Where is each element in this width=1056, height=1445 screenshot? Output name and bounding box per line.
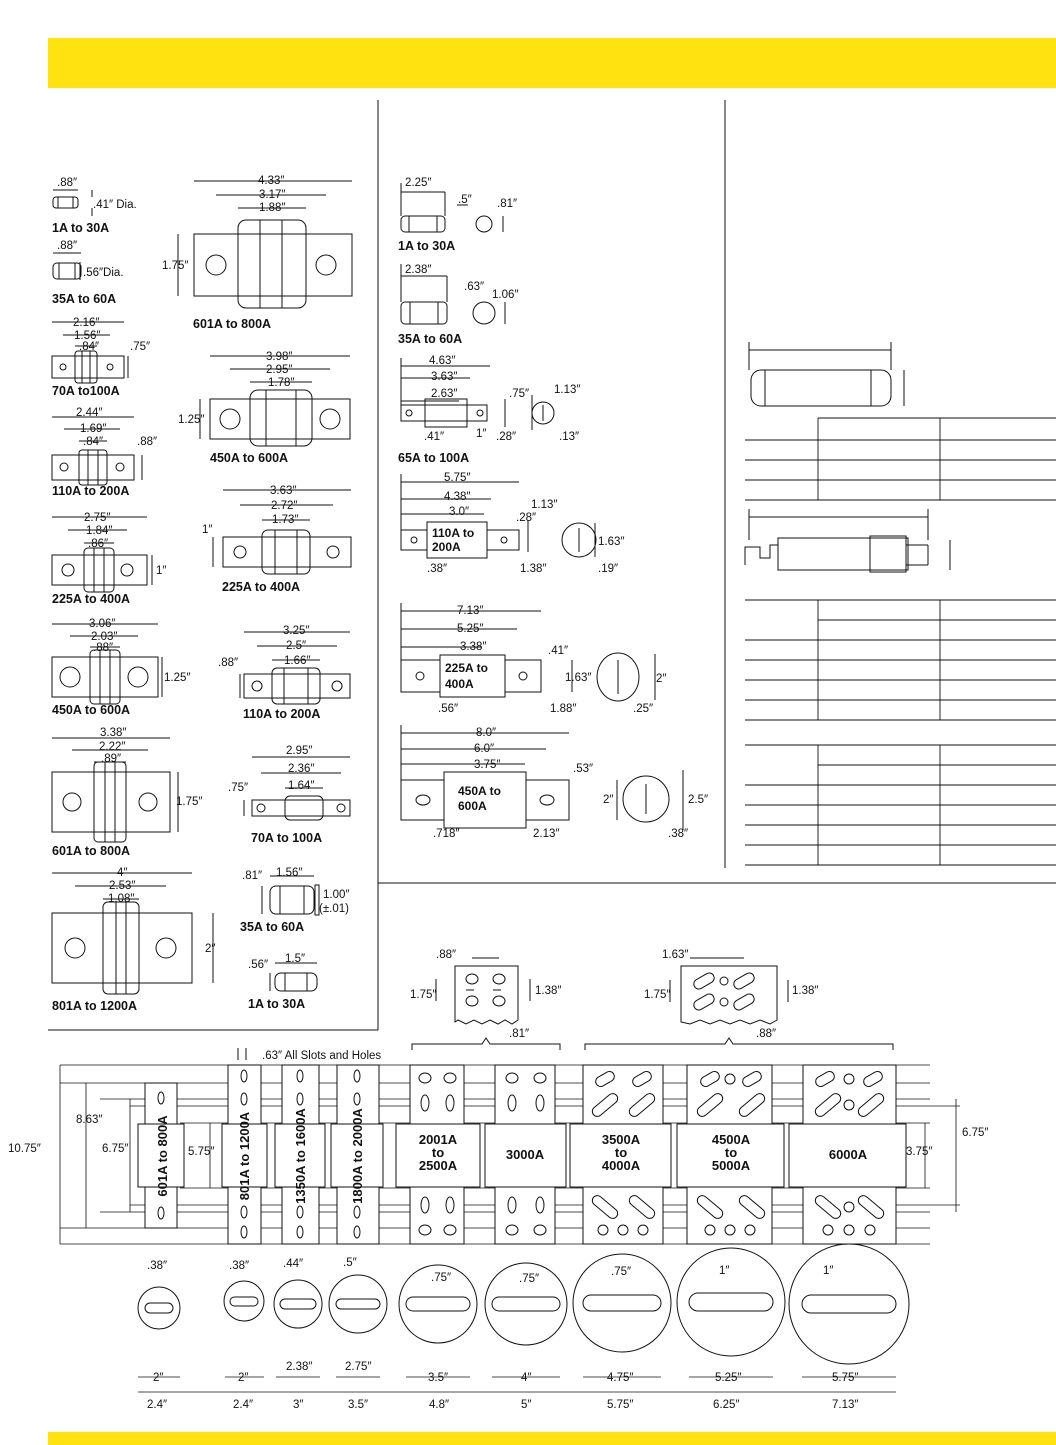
fuse-rating-label: 4000A bbox=[601, 1158, 641, 1173]
dim-label: .44″ bbox=[283, 1258, 304, 1270]
fuse-label: 70A to 100A bbox=[251, 831, 323, 845]
dim-label: .41″ bbox=[548, 645, 569, 657]
dim-label: 2.4″ bbox=[147, 1399, 168, 1411]
panel-a-left-column bbox=[52, 177, 215, 1013]
fuse-rating-label: 1350A to 1600A bbox=[293, 1108, 308, 1204]
dim-label: .81″ bbox=[497, 198, 518, 210]
dim-label: .86″ bbox=[88, 538, 109, 550]
dim-label: .84″ bbox=[83, 436, 104, 448]
dim-label: 5.75″ bbox=[444, 472, 471, 484]
fuse-rating-label: 1800A to 2000A bbox=[350, 1108, 365, 1204]
dim-label: 6.75″ bbox=[102, 1143, 129, 1155]
dim-label: .75″ bbox=[519, 1273, 540, 1285]
dim-label: 3.06″ bbox=[89, 618, 116, 630]
fuse-box-label: 600A bbox=[458, 799, 487, 813]
fuse-rating-label: to bbox=[724, 1145, 738, 1160]
dim-label: 1.56″ bbox=[276, 867, 303, 879]
dim-label: .75″ bbox=[130, 341, 151, 353]
dim-label: 4″ bbox=[521, 1372, 532, 1384]
dim-label: 1″ bbox=[202, 524, 213, 536]
dim-label: 1.56″ bbox=[74, 330, 101, 342]
dim-label: 4.38″ bbox=[444, 491, 471, 503]
panel-c bbox=[745, 342, 1056, 865]
dim-label: .81″ bbox=[242, 870, 263, 882]
dim-label: 1.64″ bbox=[288, 780, 315, 792]
dim-label: 1.75″ bbox=[176, 796, 203, 808]
fuse-label: 450A to 600A bbox=[210, 451, 289, 465]
dim-label: 1.5″ bbox=[285, 953, 306, 965]
dim-label: 2.22″ bbox=[99, 741, 126, 753]
dim-label: 3.38″ bbox=[100, 727, 127, 739]
dim-label: 2.95″ bbox=[286, 745, 313, 757]
dim-label: 1.75″ bbox=[410, 989, 437, 1001]
dim-label: .28″ bbox=[516, 512, 537, 524]
panel-dividers bbox=[48, 100, 1056, 1030]
dim-label: .38″ bbox=[668, 828, 689, 840]
dim-label: 6.25″ bbox=[713, 1399, 740, 1411]
dim-label: 2″ bbox=[205, 943, 216, 955]
dim-label: 3.5″ bbox=[348, 1399, 369, 1411]
dim-label: .63″ bbox=[464, 281, 485, 293]
dim-label: .88″ bbox=[436, 949, 457, 961]
fuse-rating-label: 5000A bbox=[711, 1158, 751, 1173]
dim-label: 1.75″ bbox=[162, 260, 189, 272]
dim-label: .75″ bbox=[509, 388, 530, 400]
dim-label: .84″ bbox=[79, 341, 100, 353]
dim-label: 1.06″ bbox=[492, 289, 519, 301]
fuse-rating-label: 3000A bbox=[505, 1147, 545, 1162]
fuse-label: 110A to 200A bbox=[52, 484, 130, 498]
dim-label: 1.63″ bbox=[565, 672, 592, 684]
fuse-label: 110A to 200A bbox=[243, 707, 321, 721]
fuse-rating-label: 6000A bbox=[828, 1147, 868, 1162]
panel-a-right-column bbox=[162, 175, 352, 1011]
dim-label: 1.25″ bbox=[164, 672, 191, 684]
dim-label: 4.8″ bbox=[429, 1399, 450, 1411]
dim-label: 1″ bbox=[476, 428, 487, 440]
dim-label: 1.00″ bbox=[323, 889, 350, 901]
dim-label: 7.13″ bbox=[832, 1399, 859, 1411]
dim-label: .41″ bbox=[424, 431, 445, 443]
dim-label: .13″ bbox=[559, 431, 580, 443]
table-1 bbox=[745, 418, 1056, 500]
dim-label: 1.88″ bbox=[259, 202, 286, 214]
dim-label: 1.13″ bbox=[531, 499, 558, 511]
dim-label: 3.75″ bbox=[906, 1146, 933, 1158]
large-fuses-row bbox=[8, 1038, 988, 1244]
fuse-box-label: 450A to bbox=[458, 784, 501, 798]
dim-label: .56″ bbox=[438, 703, 459, 715]
dim-label: 1.38″ bbox=[792, 985, 819, 997]
fuse-label: 601A to 800A bbox=[193, 317, 272, 331]
dim-label: .75″ bbox=[611, 1266, 632, 1278]
dim-label: 5.25″ bbox=[457, 623, 484, 635]
dim-label: 2″ bbox=[603, 794, 614, 806]
dim-label: .63″ All Slots and Holes bbox=[262, 1050, 382, 1062]
fuse-label: 601A to 800A bbox=[52, 844, 131, 858]
dim-label: 5.75″ bbox=[607, 1399, 634, 1411]
dim-label: .25″ bbox=[633, 703, 654, 715]
dim-label: 1″ bbox=[823, 1265, 834, 1277]
fuse-box-label: 110A to bbox=[432, 526, 475, 540]
dim-label: 5.75″ bbox=[832, 1372, 859, 1384]
dim-label: 1.73″ bbox=[272, 514, 299, 526]
dim-label: 1.84″ bbox=[86, 525, 113, 537]
dim-label: 3.17″ bbox=[259, 189, 286, 201]
dim-label: 1.25″ bbox=[178, 414, 205, 426]
dim-label: 8.63″ bbox=[76, 1114, 103, 1126]
fuse-label: 225A to 400A bbox=[222, 580, 301, 594]
dim-label: 5.25″ bbox=[715, 1372, 742, 1384]
dim-label: .89″ bbox=[101, 753, 122, 765]
dim-label: .28″ bbox=[496, 431, 517, 443]
dim-label: 5.75″ bbox=[188, 1146, 215, 1158]
dim-label: 4″ bbox=[117, 867, 128, 879]
fuse-rating-label: to bbox=[431, 1145, 445, 1160]
fuse-label: 225A to 400A bbox=[52, 592, 131, 606]
dim-label: 1.63″ bbox=[662, 949, 689, 961]
dim-label: 2.4″ bbox=[233, 1399, 254, 1411]
dim-label: 3.75″ bbox=[474, 759, 501, 771]
dim-label: 3.0″ bbox=[449, 506, 470, 518]
dim-label: 2″ bbox=[153, 1372, 164, 1384]
fuse-label: 801A to 1200A bbox=[52, 999, 137, 1013]
dim-label: .38″ bbox=[427, 563, 448, 575]
dim-label: 2.5″ bbox=[688, 794, 709, 806]
dim-label: 1.13″ bbox=[554, 384, 581, 396]
dim-label: 2.5″ bbox=[286, 640, 307, 652]
table-3 bbox=[745, 745, 1056, 865]
dim-label: 2.16″ bbox=[73, 317, 100, 329]
dim-label: 2.36″ bbox=[288, 763, 315, 775]
dim-label: 2″ bbox=[238, 1372, 249, 1384]
dim-label: 1″ bbox=[719, 1265, 730, 1277]
dim-label: 6.75″ bbox=[962, 1127, 989, 1139]
fuse-label: 35A to 60A bbox=[52, 292, 117, 306]
dim-label: 1.38″ bbox=[535, 985, 562, 997]
fuse-rating-label: 2001A bbox=[418, 1132, 458, 1147]
dim-label: 2.38″ bbox=[405, 264, 432, 276]
dim-label: 3.63″ bbox=[270, 485, 297, 497]
dim-label: 3.63″ bbox=[431, 371, 458, 383]
dim-label: 3″ bbox=[293, 1399, 304, 1411]
dim-label: 1.08″ bbox=[108, 893, 135, 905]
dim-label: 2.63″ bbox=[431, 388, 458, 400]
dim-label: 1.88″ bbox=[550, 703, 577, 715]
dim-label: 2″ bbox=[656, 673, 667, 685]
fuse-label: 35A to 60A bbox=[240, 920, 305, 934]
fuse-rating-label: 4500A bbox=[711, 1132, 751, 1147]
dim-label: 2.13″ bbox=[533, 828, 560, 840]
dim-label: 3.98″ bbox=[266, 351, 293, 363]
dim-label: .38″ bbox=[147, 1260, 168, 1272]
fuse-rating-label: 3500A bbox=[601, 1132, 641, 1147]
table-2 bbox=[745, 600, 1056, 720]
fuse-label: 1A to 30A bbox=[52, 221, 110, 235]
fuse-rating-label: 601A to 800A bbox=[155, 1115, 170, 1197]
dim-label: 2.25″ bbox=[405, 177, 432, 189]
dim-label: .75″ bbox=[228, 782, 249, 794]
dim-label: 4.75″ bbox=[607, 1372, 634, 1384]
dim-label: .75″ bbox=[431, 1272, 452, 1284]
dim-label: 3.5″ bbox=[428, 1372, 449, 1384]
dim-label: 2.75″ bbox=[345, 1361, 372, 1373]
fuse-label: 1A to 30A bbox=[398, 239, 456, 253]
fuse-label: 35A to 60A bbox=[398, 332, 463, 346]
dim-label: 2.44″ bbox=[76, 407, 103, 419]
end-views-row bbox=[138, 1244, 909, 1411]
dim-label: .88″ bbox=[218, 657, 239, 669]
dim-label: 1.66″ bbox=[284, 655, 311, 667]
dim-label: 3.25″ bbox=[283, 625, 310, 637]
dim-label: 4.63″ bbox=[429, 355, 456, 367]
dim-label: .81″ bbox=[509, 1028, 530, 1040]
fuse-box-label: 200A bbox=[432, 540, 461, 554]
fuse-label: 1A to 30A bbox=[248, 997, 306, 1011]
fuse-label: 70A to100A bbox=[52, 384, 120, 398]
fuse-box-label: 225A to bbox=[445, 661, 488, 675]
dim-label: .38″ bbox=[229, 1260, 250, 1272]
dim-label: .19″ bbox=[598, 563, 619, 575]
dim-label: .5″ bbox=[458, 194, 472, 206]
dim-label: 3.38″ bbox=[460, 641, 487, 653]
dim-label: .56″Dia. bbox=[83, 267, 124, 279]
dim-label: 6.0″ bbox=[474, 743, 495, 755]
dim-label: .88″ bbox=[57, 177, 78, 189]
dim-label: .88″ bbox=[93, 642, 114, 654]
dim-label: .56″ bbox=[248, 959, 269, 971]
fuse-rating-label: to bbox=[614, 1145, 628, 1160]
dim-label: .53″ bbox=[573, 763, 594, 775]
dim-label: 2.03″ bbox=[91, 631, 118, 643]
dim-label: .88″ bbox=[756, 1028, 777, 1040]
fuse-rating-label: 2500A bbox=[418, 1158, 458, 1173]
fuse-box-label: 400A bbox=[445, 677, 474, 691]
bolt-pattern-details bbox=[410, 949, 818, 1040]
fuse-rating-label: 801A to 1200A bbox=[237, 1111, 252, 1201]
dim-label: (±.01) bbox=[319, 903, 349, 915]
dim-label: 1.78″ bbox=[268, 377, 295, 389]
dim-label: 2.95″ bbox=[266, 364, 293, 376]
fuse-label: 450A to 600A bbox=[52, 703, 131, 717]
dim-label: 8.0″ bbox=[476, 727, 497, 739]
dim-label: 4.33″ bbox=[258, 175, 285, 187]
dim-label: 5″ bbox=[521, 1399, 532, 1411]
panel-b bbox=[398, 177, 708, 840]
dim-label: 1.75″ bbox=[644, 989, 671, 1001]
dim-label: .5″ bbox=[343, 1257, 357, 1269]
fuse-label: 65A to 100A bbox=[398, 451, 470, 465]
dim-label: 2.72″ bbox=[271, 500, 298, 512]
dim-label: 1″ bbox=[156, 565, 167, 577]
dim-label: .88″ bbox=[57, 240, 78, 252]
dim-label: 10.75″ bbox=[8, 1143, 41, 1155]
dim-label: 2.38″ bbox=[286, 1361, 313, 1373]
dim-label: 1.63″ bbox=[598, 536, 625, 548]
dim-label: 2.53″ bbox=[109, 880, 136, 892]
dim-label: .88″ bbox=[137, 436, 158, 448]
dim-label: 2.75″ bbox=[84, 512, 111, 524]
dim-label: .718″ bbox=[433, 828, 460, 840]
dim-label: 1.38″ bbox=[520, 563, 547, 575]
dim-label: 1.69″ bbox=[80, 423, 107, 435]
dim-label: 7.13″ bbox=[457, 605, 484, 617]
dim-label: .41″ Dia. bbox=[93, 199, 137, 211]
